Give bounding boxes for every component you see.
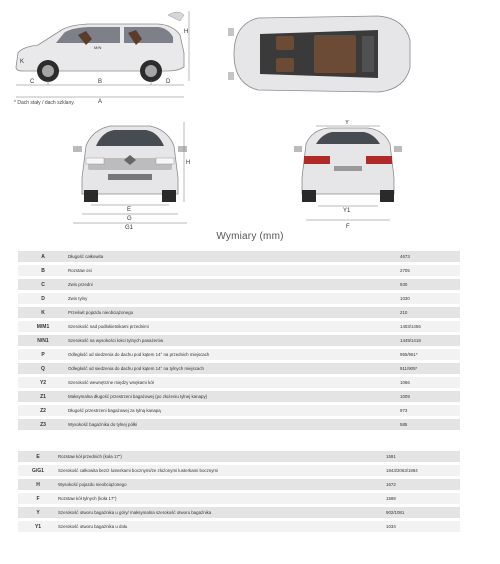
- dimension-description: Odległość od siedzenia do dachu pod kątem 14° na przednich miejscach: [68, 349, 400, 360]
- dimension-description: Zwis tylny: [68, 293, 400, 304]
- dimension-code: Y: [18, 507, 58, 518]
- table-row: [18, 405, 460, 416]
- dimension-description: Prześwit pojazdu nieobciążonego: [68, 307, 400, 318]
- dimension-code: D: [18, 293, 68, 304]
- dimension-description: Rozstaw osi: [68, 265, 400, 276]
- rear-label-y: Y: [345, 120, 350, 126]
- table-row: [18, 377, 460, 388]
- dimension-value: 1066: [400, 377, 460, 388]
- dimension-code: Z2: [18, 405, 68, 416]
- dimension-value: 1598: [386, 493, 460, 504]
- front-label-g: G: [127, 216, 132, 222]
- dimension-value: 955/961*: [400, 349, 460, 360]
- table-row: [18, 363, 460, 374]
- dimension-description: Odległość od siedzenia do dachu pod kątem 14° na tylnych miejscach: [68, 363, 400, 374]
- rear-view-car: [294, 128, 402, 202]
- dimension-code: G/G1: [18, 465, 58, 476]
- dimension-description: Szerokość nad podłokietnikami przednimi: [68, 321, 400, 332]
- rear-label-f: F: [346, 224, 350, 230]
- table-row: [18, 307, 460, 318]
- dimension-description: Długość całkowita: [68, 251, 400, 262]
- rear-label-y1: Y1: [343, 208, 351, 214]
- table-row: [18, 493, 460, 504]
- dimension-code: C: [18, 279, 68, 290]
- dimension-description: Zwis przedni: [68, 279, 400, 290]
- dimension-code: B: [18, 265, 68, 276]
- dimension-code: A: [18, 251, 68, 262]
- table-row: [18, 279, 460, 290]
- dimension-description: Szerokość otworu bagażnika u dołu: [58, 521, 386, 532]
- dimension-description: Szerokość wewnętrzne między wnękami kół: [68, 377, 400, 388]
- dimension-code: Z1: [18, 391, 68, 402]
- dimension-code: M/M1: [18, 321, 68, 332]
- side-label-k: K: [20, 59, 25, 65]
- front-label-e: E: [127, 207, 132, 213]
- dimension-description: Szerokość otworu bagażnika u góry/ maksymalna szerokość otworu bagażnika: [58, 507, 386, 518]
- side-label-a: A: [98, 99, 103, 105]
- dimension-value: 4673: [400, 251, 460, 262]
- dimension-code: P: [18, 349, 68, 360]
- dimension-code: H: [18, 479, 58, 490]
- dimension-value: 585: [400, 419, 460, 430]
- page-title: Wymiary (mm): [216, 231, 284, 242]
- top-view-figure: [228, 10, 416, 98]
- table-row: [18, 265, 460, 276]
- dimension-value: 1449/1418: [400, 335, 460, 346]
- side-label-c: C: [30, 79, 35, 85]
- side-label-b: B: [98, 79, 103, 85]
- dimension-description: Długość przestrzeni bagażowej za tylną kanapą: [68, 405, 400, 416]
- side-label-mn: M/N: [94, 45, 102, 50]
- dimensions-table-main: [18, 248, 460, 433]
- table-row: [18, 521, 460, 532]
- side-label-h: H: [184, 29, 189, 35]
- dimension-value: 911/905*: [400, 363, 460, 374]
- dimension-value: 2705: [400, 265, 460, 276]
- dimension-value: 1034: [386, 521, 460, 532]
- dimension-description: Wysokość pojazdu nieobciążonego: [58, 479, 386, 490]
- dimension-value: 973: [400, 405, 460, 416]
- table-row: [18, 251, 460, 262]
- table-row: [18, 321, 460, 332]
- rear-view-figure: [288, 120, 408, 230]
- top-view-car: [228, 16, 410, 92]
- dimension-description: Szerokość całkowita bez/z lusterkami bocznymi/ze złożonymi lusterkami bocznymi: [58, 465, 386, 476]
- dimension-code: E: [18, 451, 58, 462]
- front-view-figure: [70, 118, 190, 230]
- dimension-value: 1591: [386, 451, 460, 462]
- dimension-code: N/N1: [18, 335, 68, 346]
- dimension-code: Q: [18, 363, 68, 374]
- dimension-description: Rozstaw kół przednich (koła 17"): [58, 451, 386, 462]
- front-label-g1: G1: [125, 225, 134, 230]
- dimension-value: 1403/1456: [400, 321, 460, 332]
- table-row: [18, 451, 460, 462]
- dimension-value: 1009: [400, 391, 460, 402]
- dimension-value: 1843/2063/1884: [386, 465, 460, 476]
- dimension-code: Z3: [18, 419, 68, 430]
- table-row: [18, 293, 460, 304]
- dimension-code: F: [18, 493, 58, 504]
- dimension-value: 1030: [400, 293, 460, 304]
- table-row: [18, 479, 460, 490]
- table-row: [18, 349, 460, 360]
- roof-note: * Dach stały / dach szklany.: [14, 100, 75, 106]
- dimension-code: Y1: [18, 521, 58, 532]
- side-view-figure: [8, 5, 193, 105]
- table-row: [18, 465, 460, 476]
- table-row: [18, 507, 460, 518]
- table-row: [18, 419, 460, 430]
- table-row: [18, 335, 460, 346]
- table-row: [18, 391, 460, 402]
- dimension-value: 930: [400, 279, 460, 290]
- dimension-description: Szerokość na wysokości łokci tylnych pasażerów: [68, 335, 400, 346]
- dimension-description: Wysokość bagażnika do tylnej półki: [68, 419, 400, 430]
- dimension-value: 1672: [386, 479, 460, 490]
- dimensions-table-width: [18, 448, 460, 535]
- dimension-value: 902/1081: [386, 507, 460, 518]
- front-view-car: [73, 126, 187, 202]
- dimension-code: K: [18, 307, 68, 318]
- dimension-description: Maksymalna długość przestrzeni bagażowej (po złożeniu tylnej kanapy): [68, 391, 400, 402]
- front-label-h: H: [186, 160, 190, 166]
- side-label-d: D: [166, 79, 171, 85]
- dimension-code: Y2: [18, 377, 68, 388]
- dimension-description: Rozstaw kół tylnych (koła 17"): [58, 493, 386, 504]
- dimension-value: 210: [400, 307, 460, 318]
